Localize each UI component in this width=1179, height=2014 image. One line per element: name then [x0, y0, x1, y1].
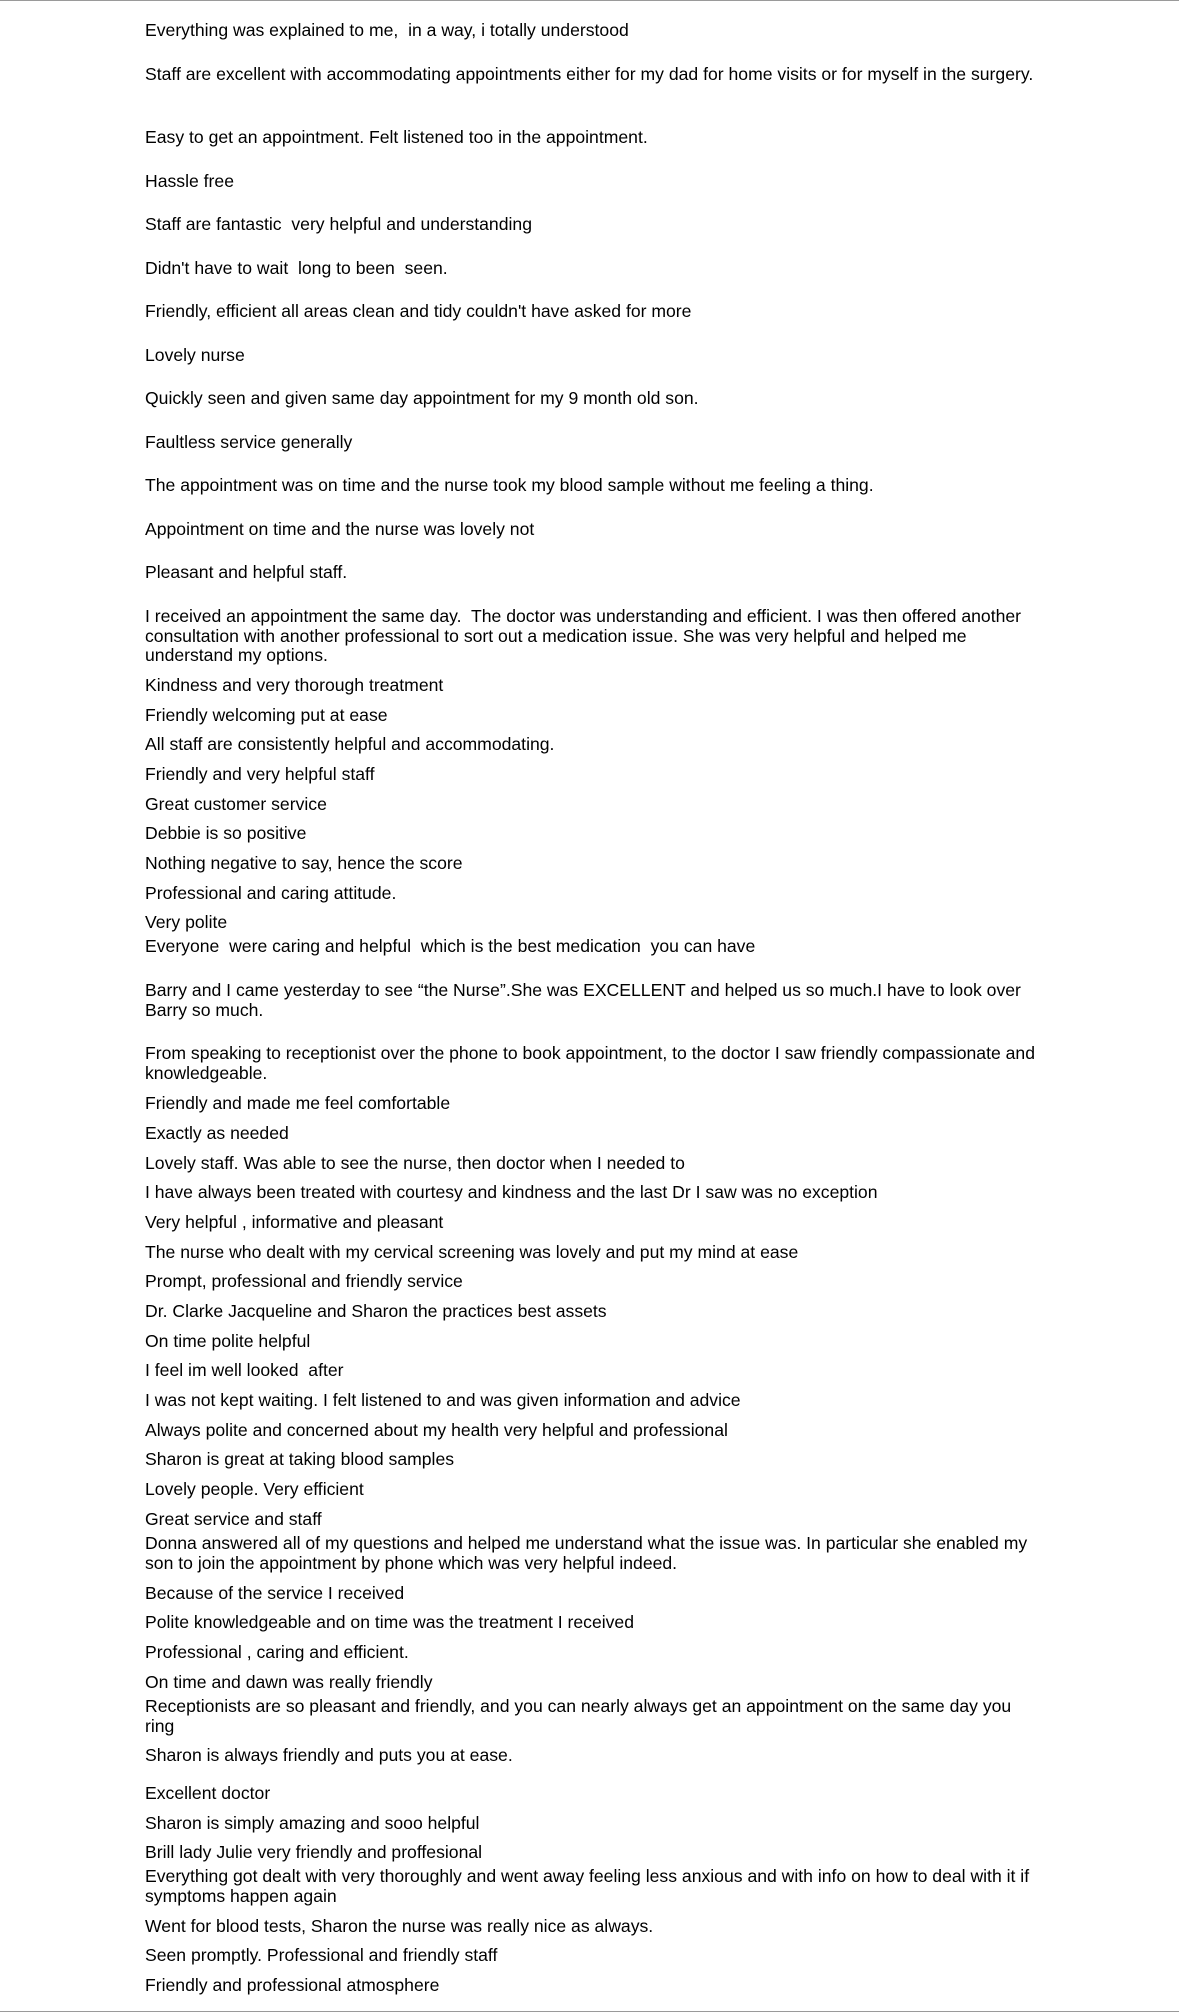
comment-item: Professional and caring attitude. [145, 883, 397, 903]
comment-item: Easy to get an appointment. Felt listened too in the appointment. [145, 127, 648, 147]
comment-item: Staff are fantastic very helpful and understanding [145, 214, 532, 234]
comment-item: Debbie is so positive [145, 823, 307, 843]
comment-item: Lovely nurse [145, 345, 245, 365]
comment-item: Prompt, professional and friendly service [145, 1271, 463, 1291]
comment-item: Quickly seen and given same day appointment for my 9 month old son. [145, 388, 699, 408]
comment-item: I have always been treated with courtesy and kindness and the last Dr I saw was no exception [145, 1182, 878, 1202]
comment-item: The nurse who dealt with my cervical screening was lovely and put my mind at ease [145, 1242, 799, 1262]
comment-item: Everything was explained to me, in a way, i totally understood [145, 20, 629, 40]
comment-item: All staff are consistently helpful and accommodating. [145, 734, 555, 754]
comment-item: Lovely staff. Was able to see the nurse, then doctor when I needed to [145, 1153, 685, 1173]
comment-item: On time and dawn was really friendly [145, 1672, 433, 1692]
comment-item: Great customer service [145, 794, 327, 814]
comment-item: Friendly and professional atmosphere [145, 1975, 440, 1995]
comment-item: Dr. Clarke Jacqueline and Sharon the practices best assets [145, 1301, 607, 1321]
comment-item: Sharon is great at taking blood samples [145, 1449, 455, 1469]
comment-item: Great service and staff [145, 1509, 322, 1529]
comment-item: Friendly and made me feel comfortable [145, 1093, 451, 1113]
comment-item: Very polite [145, 912, 228, 932]
comment-item: I received an appointment the same day. The doctor was understanding and efficient. I was then offered another consultation with another professional to sort out a medication issue. She was very helpful and helped me understand my options. [145, 606, 1026, 665]
comment-item: Appointment on time and the nurse was lovely not [145, 519, 535, 539]
comment-item: From speaking to receptionist over the phone to book appointment, to the doctor I saw friendly compassionate and knowledgeable. [145, 1043, 1040, 1083]
comment-item: Polite knowledgeable and on time was the treatment I received [145, 1612, 634, 1632]
comment-item: Lovely people. Very efficient [145, 1479, 364, 1499]
comment-item: I feel im well looked after [145, 1360, 344, 1380]
comment-item: Staff are excellent with accommodating appointments either for my dad for home visits or for myself in the surgery. [145, 64, 1034, 84]
comment-item: Everything got dealt with very thoroughly and went away feeling less anxious and with info on how to deal with it if symptoms happen again [145, 1866, 1034, 1906]
comment-item: Sharon is always friendly and puts you at ease. [145, 1745, 513, 1765]
comment-item: Seen promptly. Professional and friendly staff [145, 1945, 498, 1965]
comment-item: Receptionists are so pleasant and friendly, and you can nearly always get an appointment on the same day you ring [145, 1696, 1017, 1736]
comment-item: Kindness and very thorough treatment [145, 675, 444, 695]
top-divider [0, 0, 1179, 1]
comment-item: Exactly as needed [145, 1123, 289, 1143]
comment-item: Didn't have to wait long to been seen. [145, 258, 448, 278]
comment-item: Sharon is simply amazing and sooo helpful [145, 1813, 480, 1833]
bottom-divider [0, 2011, 1179, 2012]
comment-item: Professional , caring and efficient. [145, 1642, 409, 1662]
comment-item: Hassle free [145, 171, 234, 191]
comment-item: On time polite helpful [145, 1331, 311, 1351]
comment-item: Pleasant and helpful staff. [145, 562, 348, 582]
comment-item: Always polite and concerned about my health very helpful and professional [145, 1420, 728, 1440]
comment-item: Brill lady Julie very friendly and proffesional [145, 1842, 483, 1862]
comment-item: Friendly, efficient all areas clean and tidy couldn't have asked for more [145, 301, 692, 321]
comment-item: I was not kept waiting. I felt listened to and was given information and advice [145, 1390, 741, 1410]
comment-item: Excellent doctor [145, 1783, 271, 1803]
comment-item: Faultless service generally [145, 432, 353, 452]
comment-item: Donna answered all of my questions and helped me understand what the issue was. In particular she enabled my son to join the appointment by phone which was very helpful indeed. [145, 1533, 1033, 1573]
comment-item: Nothing negative to say, hence the score [145, 853, 463, 873]
comment-item: Very helpful , informative and pleasant [145, 1212, 444, 1232]
comment-item: Because of the service I received [145, 1583, 405, 1603]
comment-item: Friendly and very helpful staff [145, 764, 375, 784]
comment-item: Went for blood tests, Sharon the nurse was really nice as always. [145, 1916, 654, 1936]
comment-item: Friendly welcoming put at ease [145, 705, 388, 725]
comment-item: Everyone were caring and helpful which is the best medication you can have [145, 936, 756, 956]
comment-item: Barry and I came yesterday to see “the Nurse”.She was EXCELLENT and helped us so much.I have to look over Barry so much. [145, 980, 1026, 1020]
comment-item: The appointment was on time and the nurse took my blood sample without me feeling a thing. [145, 475, 874, 495]
